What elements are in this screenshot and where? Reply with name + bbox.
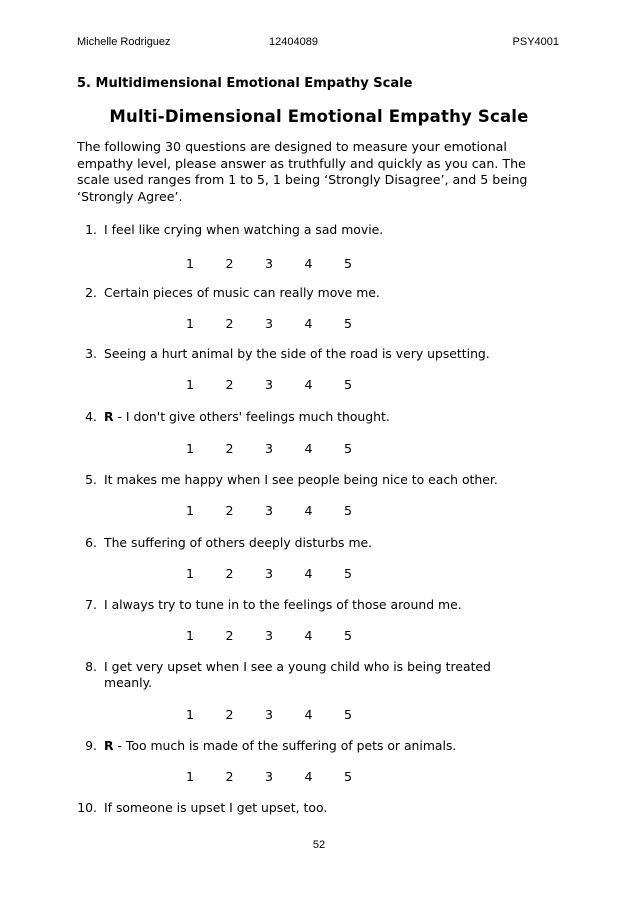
question-text xyxy=(104,222,544,238)
rating-option: 1 xyxy=(186,441,195,456)
question-label: I feel like crying when watching a sad movie. xyxy=(104,222,384,237)
rating-option: 4 xyxy=(304,441,313,456)
rating-option: 5 xyxy=(344,256,353,271)
reverse-tag: R xyxy=(104,738,114,753)
rating-option: 5 xyxy=(344,441,353,456)
page-number: 52 xyxy=(312,839,326,851)
rating-option: 1 xyxy=(186,503,195,518)
rating-scale xyxy=(186,503,384,518)
question-text xyxy=(104,738,544,754)
rating-option: 3 xyxy=(265,441,274,456)
rating-option: 4 xyxy=(304,503,313,518)
question-number: 8. xyxy=(85,659,97,674)
question-number: 4. xyxy=(85,409,97,424)
question-text xyxy=(104,659,524,692)
rating-option: 4 xyxy=(304,377,313,392)
rating-option: 5 xyxy=(344,377,353,392)
question-label: Certain pieces of music can really move me. xyxy=(104,285,380,300)
header-student-id: 12404089 xyxy=(269,36,318,48)
question-number: 9. xyxy=(85,738,97,753)
rating-option: 1 xyxy=(186,707,195,722)
rating-scale xyxy=(186,441,384,456)
rating-option: 3 xyxy=(265,566,274,581)
header-author: Michelle Rodriguez xyxy=(77,36,171,48)
rating-option: 5 xyxy=(344,316,353,331)
question-text xyxy=(104,472,544,488)
rating-option: 2 xyxy=(225,256,234,271)
rating-scale xyxy=(186,377,384,392)
rating-option: 1 xyxy=(186,769,195,784)
rating-option: 5 xyxy=(344,628,353,643)
rating-option: 3 xyxy=(265,503,274,518)
rating-option: 4 xyxy=(304,707,313,722)
rating-option: 5 xyxy=(344,503,353,518)
rating-option: 3 xyxy=(265,628,274,643)
rating-scale xyxy=(186,628,384,643)
rating-option: 4 xyxy=(304,566,313,581)
rating-option: 3 xyxy=(265,377,274,392)
scale-title: Multi-Dimensional Emotional Empathy Scale xyxy=(109,107,529,126)
section-heading: 5. Multidimensional Emotional Empathy Scale xyxy=(77,76,413,91)
rating-option: 4 xyxy=(304,316,313,331)
rating-option: 2 xyxy=(225,316,234,331)
rating-option: 1 xyxy=(186,316,195,331)
intro-paragraph: The following 30 questions are designed to measure your emotional empathy level, please answer as truthfully and quickly as you can. The scale used ranges from 1 to 5, 1 being ‘Strongly Disagree’, and 5 being ‘Strongly Agree’. xyxy=(77,139,528,204)
rating-option: 1 xyxy=(186,377,195,392)
rating-option: 1 xyxy=(186,628,195,643)
question-text xyxy=(104,597,544,613)
question-label: - Too much is made of the suffering of pets or animals. xyxy=(113,738,457,753)
rating-option: 5 xyxy=(344,566,353,581)
rating-option: 1 xyxy=(186,566,195,581)
rating-option: 3 xyxy=(265,707,274,722)
rating-option: 2 xyxy=(225,377,234,392)
rating-option: 3 xyxy=(265,769,274,784)
rating-option: 2 xyxy=(225,566,234,581)
rating-option: 4 xyxy=(304,628,313,643)
question-number: 5. xyxy=(85,472,97,487)
rating-option: 2 xyxy=(225,628,234,643)
question-label: If someone is upset I get upset, too. xyxy=(104,800,328,815)
header-course: PSY4001 xyxy=(512,36,559,48)
rating-scale xyxy=(186,707,384,722)
question-text xyxy=(104,346,544,362)
rating-scale xyxy=(186,566,384,581)
rating-option: 2 xyxy=(225,441,234,456)
rating-scale xyxy=(186,769,384,784)
question-number: 2. xyxy=(85,285,97,300)
question-number: 1. xyxy=(85,222,97,237)
question-label: It makes me happy when I see people being nice to each other. xyxy=(104,472,498,487)
rating-option: 4 xyxy=(304,769,313,784)
question-number: 3. xyxy=(85,346,97,361)
question-text xyxy=(104,285,544,301)
question-label: I get very upset when I see a young child who is being treated meanly. xyxy=(104,659,491,691)
rating-option: 2 xyxy=(225,769,234,784)
question-label: The suffering of others deeply disturbs me. xyxy=(104,535,373,550)
question-number: 10. xyxy=(77,800,97,815)
question-text xyxy=(104,535,544,551)
question-number: 7. xyxy=(85,597,97,612)
rating-option: 2 xyxy=(225,503,234,518)
rating-option: 2 xyxy=(225,707,234,722)
rating-option: 5 xyxy=(344,707,353,722)
question-number: 6. xyxy=(85,535,97,550)
rating-option: 5 xyxy=(344,769,353,784)
rating-scale xyxy=(186,256,384,271)
rating-option: 1 xyxy=(186,256,195,271)
question-label: - I don't give others' feelings much thought. xyxy=(113,409,390,424)
rating-option: 4 xyxy=(304,256,313,271)
question-label: I always try to tune in to the feelings of those around me. xyxy=(104,597,462,612)
question-text xyxy=(104,409,544,425)
question-label: Seeing a hurt animal by the side of the road is very upsetting. xyxy=(104,346,490,361)
rating-option: 3 xyxy=(265,256,274,271)
rating-option: 3 xyxy=(265,316,274,331)
question-text xyxy=(104,800,544,816)
reverse-tag: R xyxy=(104,409,114,424)
rating-scale xyxy=(186,316,384,331)
